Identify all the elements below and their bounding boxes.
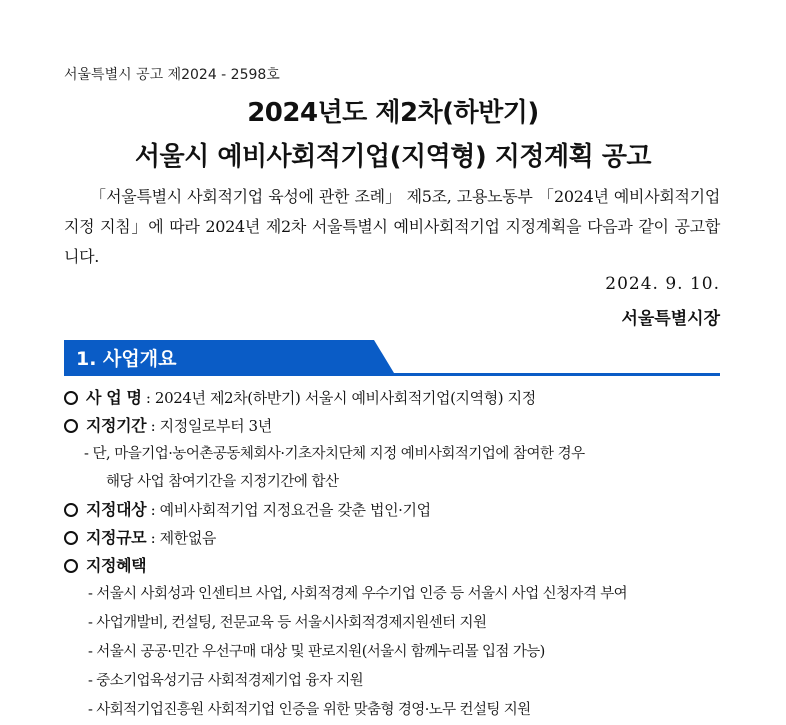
item-benefits [62,552,726,580]
item-period [62,412,726,440]
period-note-continued: 해당 사업 참여기간을 지정기간에 합산 [106,474,339,490]
item-label: 지정대상 [86,500,147,519]
circle-bullet-icon [64,419,78,433]
circle-bullet-icon [64,559,78,573]
document-title-line1: 2024년도 제2차(하반기) [247,98,539,128]
item-value: 2024년 제2차(하반기) 서울시 예비사회적기업(지역형) 지정 [154,389,536,407]
circle-bullet-icon [64,503,78,517]
benefit-item: - 서울시 사회성과 인센티브 사업, 사회적경제 우수기업 인증 등 서울시 사업 신청자격 부여 [88,586,628,602]
circle-bullet-icon [64,391,78,405]
separator: : [150,417,156,435]
document-title-line2: 서울시 예비사회적기업(지역형) 지정계획 공고 [134,142,652,172]
item-value: 지정일로부터 3년 [159,417,272,435]
item-scale [62,524,726,552]
period-note: - 단, 마을기업·농어촌공동체회사·기초자치단체 지정 예비사회적기업에 참여한 경우 [84,446,585,462]
item-value: 제한없음 [159,529,217,547]
item-business-name [62,384,726,412]
separator: : [145,389,151,407]
item-value: 예비사회적기업 지정요건을 갖춘 법인·기업 [159,501,431,519]
item-target [62,496,726,524]
benefit-item: - 중소기업육성기금 사회적경제기업 융자 지원 [88,673,364,689]
separator: : [150,529,156,547]
issuer: 서울특별시장 [621,309,720,329]
item-label: 지정규모 [86,528,147,547]
section-header [64,340,720,376]
notice-number: 서울특별시 공고 제2024 - 2598호 [64,67,280,83]
intro-paragraph: 「서울특별시 사회적기업 육성에 관한 조례」 제5조, 고용노동부 「2024년 예비사회적기업 지정 지침」에 따라 2024년 제2차 서울특별시 예비사회적기업 지정계획을 다음과 같이 공고합니다. [64,187,720,266]
section-title: 1. 사업개요 [76,348,177,370]
item-label: 사 업 명 [86,388,142,407]
item-label: 지정혜택 [86,556,147,575]
item-label: 지정기간 [86,416,147,435]
separator: : [150,501,156,519]
benefit-item: - 사회적기업진흥원 사회적기업 인증을 위한 맞춤형 경영·노무 컨설팅 지원 [88,702,531,718]
notice-date: 2024. 9. 10. [605,274,720,294]
benefit-item: - 사업개발비, 컨설팅, 전문교육 등 서울시사회적경제지원센터 지원 [88,615,487,631]
circle-bullet-icon [64,531,78,545]
benefit-item: - 서울시 공공·민간 우선구매 대상 및 판로지원(서울시 함께누리몰 입점 가능) [88,644,545,660]
overview-list [62,384,726,725]
